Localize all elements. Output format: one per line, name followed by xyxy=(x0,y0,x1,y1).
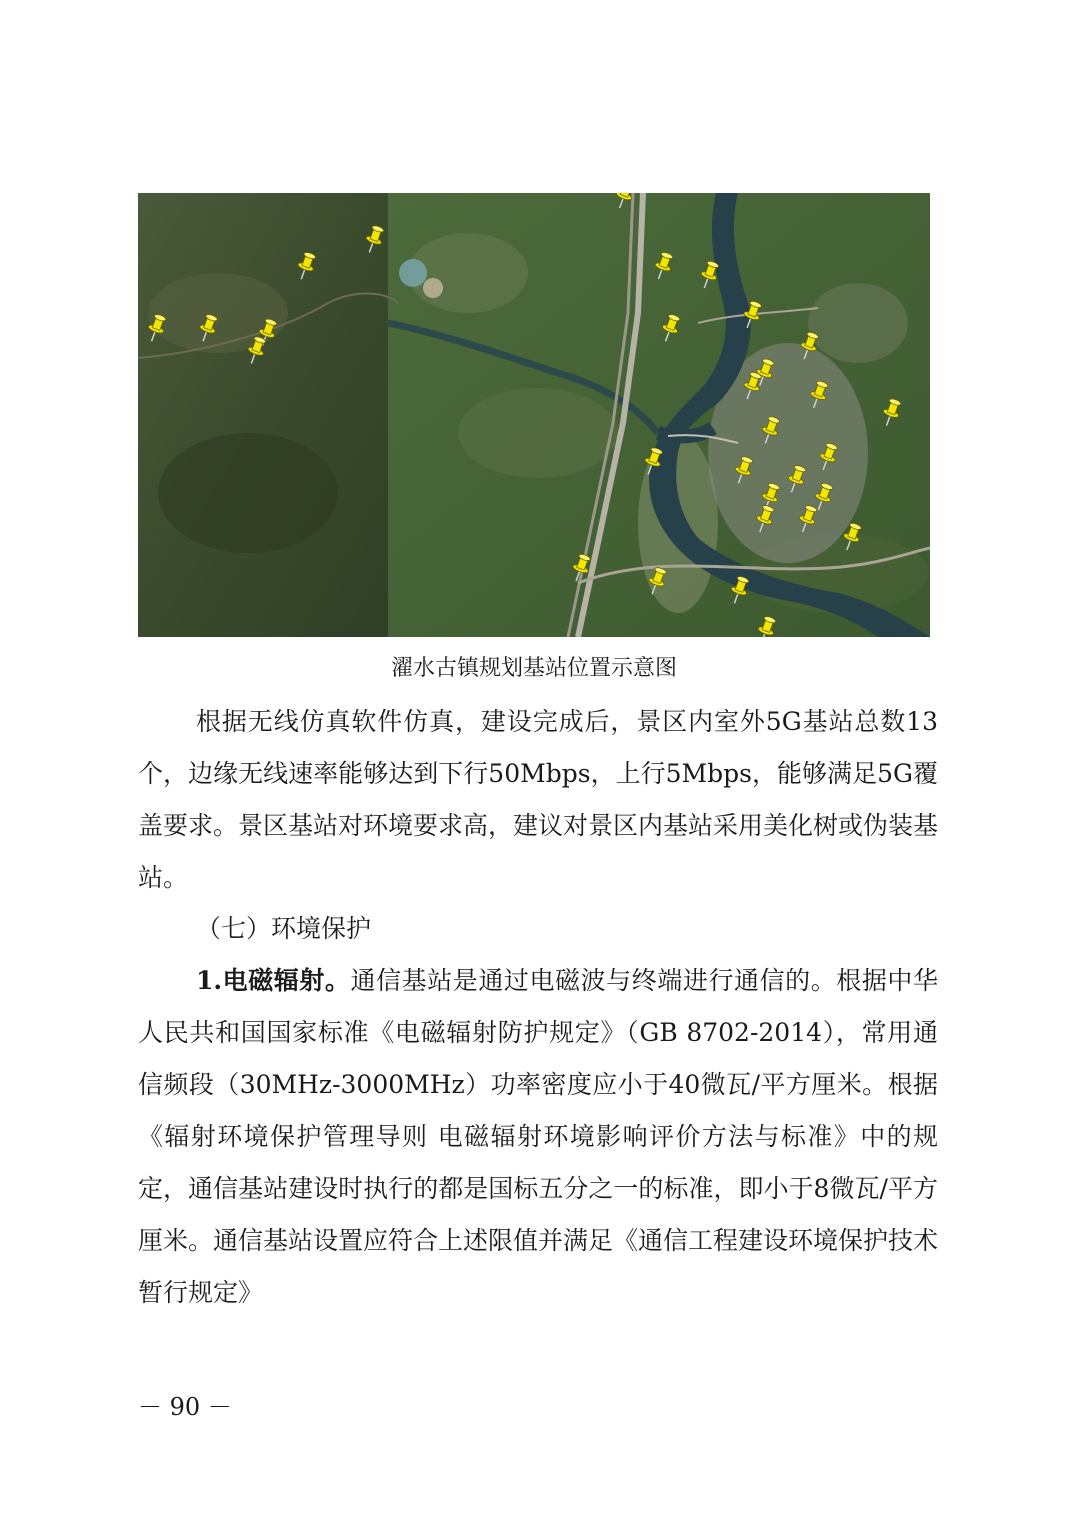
paragraph-body: 通信基站是通过电磁波与终端进行通信的。根据中华人民共和国国家标准《电磁辐射防护规定》（GB 8702-2014），常用通信频段（30MHz-3000MHz）功率密度应小于40微瓦/平方厘米。根据《辐射环境保护管理导则 电磁辐射环境影响评价方法与标准》中的规定，通信基站建设时执行的都是国标五分之一的标准，即小于8微瓦/平方厘米。通信基站设置应符合上述限值并满足《通信工程建设环境保护技术暂行规定》 xyxy=(138,966,939,1307)
paragraph-coverage: 根据无线仿真软件仿真，建设完成后，景区内室外5G基站总数13个，边缘无线速率能够达到下行50Mbps，上行5Mbps，能够满足5G覆盖要求。景区基站对环境要求高，建议对景区内基站采用美化树或伪装基站。 xyxy=(138,707,939,892)
theme-park xyxy=(399,259,427,287)
map-left-terrain xyxy=(138,193,398,637)
paragraph-lead-in: 1.电磁辐射。 xyxy=(196,966,351,995)
paragraph-electromagnetic-radiation xyxy=(138,955,938,1319)
page-number: － 90 － xyxy=(138,1393,232,1421)
figure-caption: 濯水古镇规划基站位置示意图 xyxy=(390,656,677,681)
section-heading: （七）环境保护 xyxy=(196,914,372,943)
satellite-map-image xyxy=(138,193,930,637)
